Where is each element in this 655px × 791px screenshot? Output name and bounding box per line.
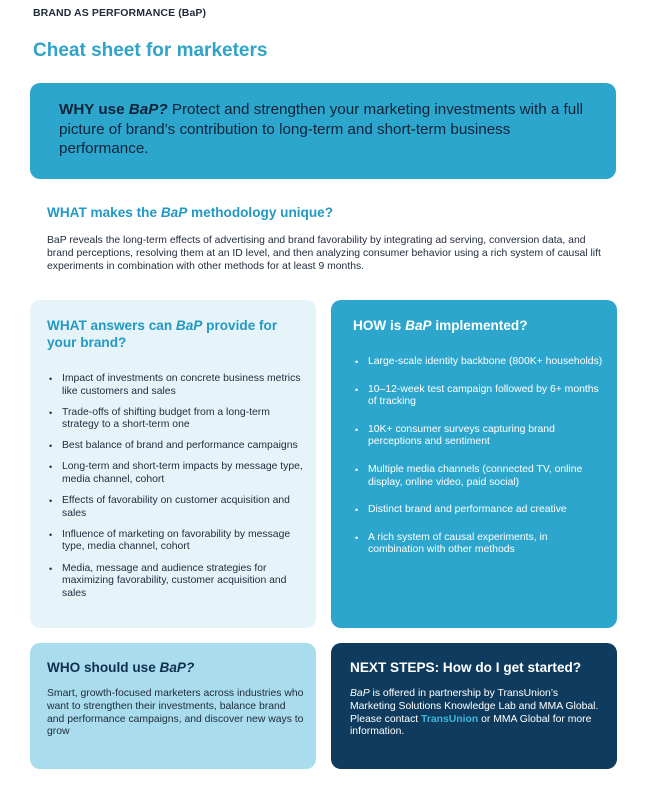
why-lead-bap: BaP? [128,101,168,118]
transunion-link[interactable]: TransUnion [421,713,479,725]
methodology-heading-bap: BaP [160,205,188,220]
list-item: • 10–12-week test campaign followed by 6+ months of tracking [353,384,605,409]
why-use-callout [30,83,616,179]
who-heading-a: WHO should use [47,660,160,675]
list-item: • 10K+ consumer surveys capturing brand perceptions and sentiment [353,424,605,449]
who-heading [47,660,304,675]
methodology-heading-a: WHAT makes the [47,205,161,220]
who-panel [30,643,316,769]
why-lead-text: WHY use [59,101,129,118]
list-item: • Long-term and short-term impacts by message type, media channel, cohort [47,461,304,486]
next-steps-text-c: or MMA Global for more information. [350,713,592,738]
how-heading-bap: BaP [405,318,432,333]
next-steps-panel [331,643,617,769]
answers-heading-bap: BaP [175,318,203,333]
page-title: Cheat sheet for marketers [33,40,268,61]
how-heading [353,317,605,334]
list-item: • A rich system of causal experiments, in combination with other methods [353,532,605,557]
list-item: • Trade-offs of shifting budget from a long-term strategy to a short-term one [47,407,304,432]
next-steps-heading: NEXT STEPS: How do I get started? [350,660,582,675]
list-item: • Multiple media channels (connected TV, online display, online video, paid social) [353,464,605,489]
next-steps-text [350,688,605,739]
list-item: • Impact of investments on concrete business metrics like customers and sales [47,373,304,398]
list-item: • Best balance of brand and performance campaigns [47,440,304,453]
methodology-heading-c: methodology unique? [187,205,334,220]
next-steps-text-b: is offered in partnership by TransUnion’s Marketing Solutions Knowledge Lab and MMA Global. Please contact [350,688,599,725]
how-heading-a: HOW is [353,318,406,333]
who-heading-bap: BaP? [159,660,195,675]
list-item: • Effects of favorability on customer acquisition and sales [47,495,304,520]
list-item: • Media, message and audience strategies for maximizing favorability, customer acquisition and sales [47,563,304,601]
next-steps-bap: BaP [350,688,370,699]
answers-heading [47,317,304,351]
how-list [353,356,605,557]
how-panel [331,300,617,628]
list-item: • Influence of marketing on favorability by message type, media channel, cohort [47,529,304,554]
who-text: Smart, growth-focused marketers across industries who want to strengthen their investments, balance brand and performance campaigns, and discover new ways to grow [47,688,304,738]
answers-heading-a: WHAT answers can [47,318,176,333]
why-lead [59,101,168,118]
answers-list [47,373,304,600]
methodology-text: BaP reveals the long-term effects of advertising and brand favorability by integrating ad serving, conversion data, and brand perceptions, resolving them at an ID level, and then analyzing consumer behavior using a rich system of causal lift experiments in combination with other methods for at least 9 months. [47,235,601,272]
how-heading-c: implemented? [431,318,528,333]
list-item: • Distinct brand and performance ad creative [353,504,605,517]
why-body: Protect and strengthen your marketing investments with a full picture of brand’s contribution to long-term and short-term business performance. [59,101,583,157]
answers-heading-c: provide for your brand? [47,318,278,350]
methodology-heading [47,205,333,220]
answers-panel [30,300,316,628]
section-kicker: BRAND AS PERFORMANCE (BaP) [33,7,207,19]
list-item: • Large-scale identity backbone (800K+ households) [353,356,605,369]
